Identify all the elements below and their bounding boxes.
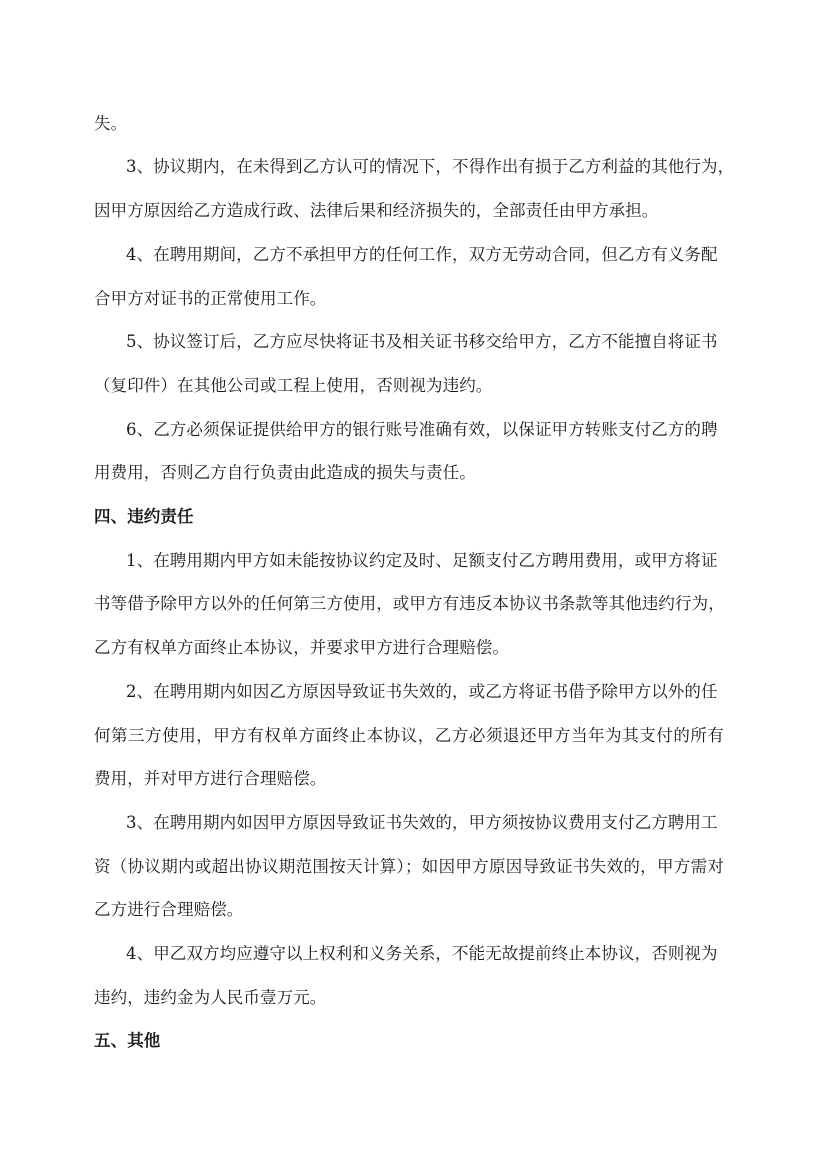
paragraph-line: 用费用，否则乙方自行负责由此造成的损失与责任。 bbox=[94, 463, 476, 482]
paragraph-line: 3、在聘用期内如因甲方原因导致证书失效的，甲方须按协议费用支付乙方聘用工 bbox=[126, 813, 718, 832]
paragraph-line: 4、甲乙双方均应遵守以上权利和义务关系，不能无故提前终止本协议，否则视为 bbox=[126, 944, 718, 963]
section-heading: 四、违约责任 bbox=[94, 507, 194, 526]
paragraph-line: 2、在聘用期内如因乙方原因导致证书失效的，或乙方将证书借予除甲方以外的任 bbox=[126, 682, 718, 701]
paragraph-line: 合甲方对证书的正常使用工作。 bbox=[94, 289, 327, 308]
paragraph-line: 书等借予除甲方以外的任何第三方使用，或甲方有违反本协议书条款等其他违约行为， bbox=[94, 594, 725, 613]
paragraph-line: 违约，违约金为人民币壹万元。 bbox=[94, 988, 327, 1007]
section-heading: 五、其他 bbox=[94, 1031, 161, 1050]
paragraph-line: 资（协议期内或超出协议期范围按天计算）；如因甲方原因导致证书失效的，甲方需对 bbox=[94, 857, 724, 876]
paragraph-line: 因甲方原因给乙方造成行政、法律后果和经济损失的，全部责任由甲方承担。 bbox=[94, 201, 659, 220]
paragraph-line: 1、在聘用期内甲方如未能按协议约定及时、足额支付乙方聘用费用，或甲方将证 bbox=[126, 551, 718, 570]
paragraph-line: 费用，并对甲方进行合理赔偿。 bbox=[94, 769, 327, 788]
paragraph-line: 3、协议期内，在未得到乙方认可的情况下，不得作出有损于乙方利益的其他行为， bbox=[126, 157, 735, 176]
paragraph-line: 何第三方使用，甲方有权单方面终止本协议，乙方必须退还甲方当年为其支付的所有 bbox=[94, 726, 724, 745]
paragraph-line: 乙方进行合理赔偿。 bbox=[94, 900, 244, 919]
paragraph-line: 4、在聘用期间，乙方不承担甲方的任何工作，双方无劳动合同，但乙方有义务配 bbox=[126, 245, 718, 264]
paragraph-line: 失。 bbox=[94, 114, 128, 133]
paragraph-line: 乙方有权单方面终止本协议，并要求甲方进行合理赔偿。 bbox=[94, 638, 509, 657]
paragraph-line: 6、乙方必须保证提供给甲方的银行账号准确有效，以保证甲方转账支付乙方的聘 bbox=[126, 420, 718, 439]
paragraph-line: 5、协议签订后，乙方应尽快将证书及相关证书移交给甲方，乙方不能擅自将证书 bbox=[126, 332, 718, 351]
paragraph-line: （复印件）在其他公司或工程上使用，否则视为违约。 bbox=[94, 376, 493, 395]
